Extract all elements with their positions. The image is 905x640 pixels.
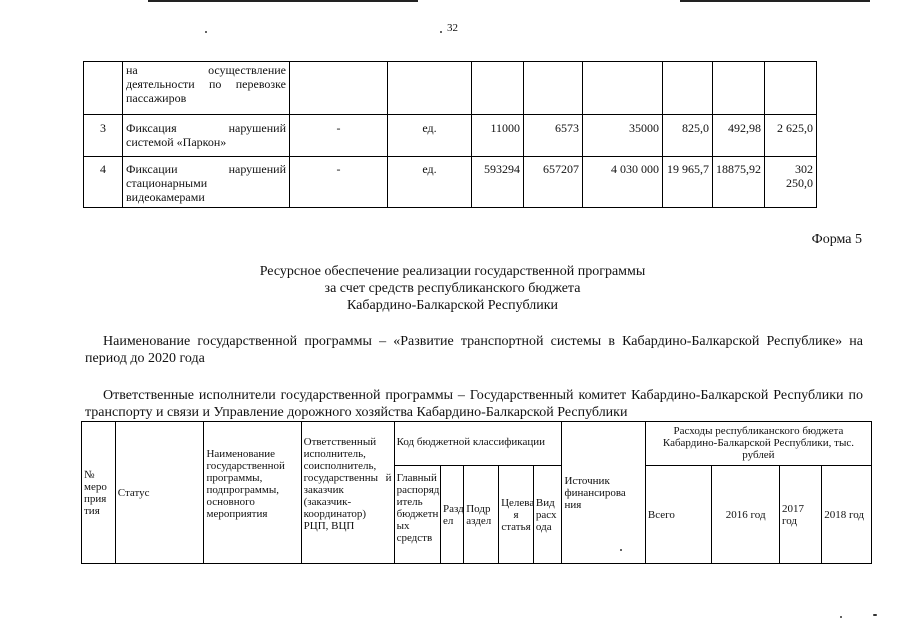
header-executor: Ответственный исполнитель, соисполнитель, государственны й заказчик (заказчик-координатор) РЦП, ВЦП [301,422,394,564]
document-heading [0,263,905,314]
value-cell [663,62,713,115]
header-source: Источник финансирова ния [562,422,645,564]
value-cell: 35000 [583,115,663,157]
top-rule-right [680,0,870,2]
indicator-name: на осуществление деятельности по перевозке пассажиров [123,62,290,115]
scan-speck [873,614,877,616]
value-cell: 11000 [472,115,524,157]
value-cell: 825,0 [663,115,713,157]
indicator-dash: - [290,115,388,157]
table-row [84,115,817,157]
header-target-article: Целева я статья [499,466,534,564]
value-cell: 6573 [524,115,583,157]
indicator-name: Фиксации нарушений стационарными видеокамерами [123,157,290,208]
indicators-table [83,61,817,208]
indicator-dash [290,62,388,115]
value-cell [713,62,765,115]
value-cell: 18875,92 [713,157,765,208]
value-cell: 2 625,0 [765,115,817,157]
value-cell: 302 250,0 [765,157,817,208]
header-status: Статус [115,422,204,564]
resource-table-header [81,421,872,564]
header-year-2016: 2016 год [712,466,780,564]
row-number: 4 [84,157,123,208]
header-grbs: Главный распоряд итель бюджетн ых средств [394,466,440,564]
value-cell [472,62,524,115]
row-number [84,62,123,115]
header-name: Наименование государственной программы, подпрограммы, основного мероприятия [204,422,301,564]
value-cell [583,62,663,115]
program-name-text: Наименование государственной программы – «Развитие транспортной системы в Кабардино-Балкарской Республике» на период до 2020 года [85,334,863,366]
heading-line: за счет средств республиканского бюджета [324,281,581,296]
page-number: 32 [447,22,458,34]
indicator-unit: ед. [388,157,472,208]
heading-line: Ресурсное обеспечение реализации государственной программы [259,264,646,279]
header-number: № меро прия тия [82,422,116,564]
header-year-2018: 2018 год [822,466,872,564]
header-expense-type: Вид расх ода [533,466,562,564]
header-total: Всего [645,466,712,564]
form-label: Форма 5 [811,232,862,247]
indicator-unit: ед. [388,115,472,157]
heading-line: Кабардино-Балкарской Республики [347,298,558,313]
value-cell: 492,98 [713,115,765,157]
indicator-unit [388,62,472,115]
value-cell [765,62,817,115]
value-cell [524,62,583,115]
value-cell: 4 030 000 [583,157,663,208]
value-cell: 19 965,7 [663,157,713,208]
value-cell: 593294 [472,157,524,208]
table-row [84,62,817,115]
top-rule [148,0,418,2]
executors-text: Ответственные исполнители государственной программы – Государственный комитет Кабардино-Балкарской Республики по транспорту и связи и Управление дорожного хозяйства Кабардино-Балкарской Республики [85,388,863,420]
value-cell: 657207 [524,157,583,208]
header-year-2017: 2017 год [779,466,821,564]
row-number: 3 [84,115,123,157]
header-podrazdel: Подр аздел [464,466,499,564]
header-razdel: Разд ел [441,466,464,564]
indicator-dash: - [290,157,388,208]
table-row [84,157,817,208]
indicator-name: Фиксация нарушений системой «Паркон» [123,115,290,157]
scan-speck [840,616,842,618]
executors-paragraph [85,387,863,421]
program-name-paragraph [85,333,863,367]
header-kbk: Код бюджетной классификации [394,422,562,466]
header-expenses: Расходы республиканского бюджета Кабардино-Балкарской Республики, тыс. рублей [645,422,871,466]
